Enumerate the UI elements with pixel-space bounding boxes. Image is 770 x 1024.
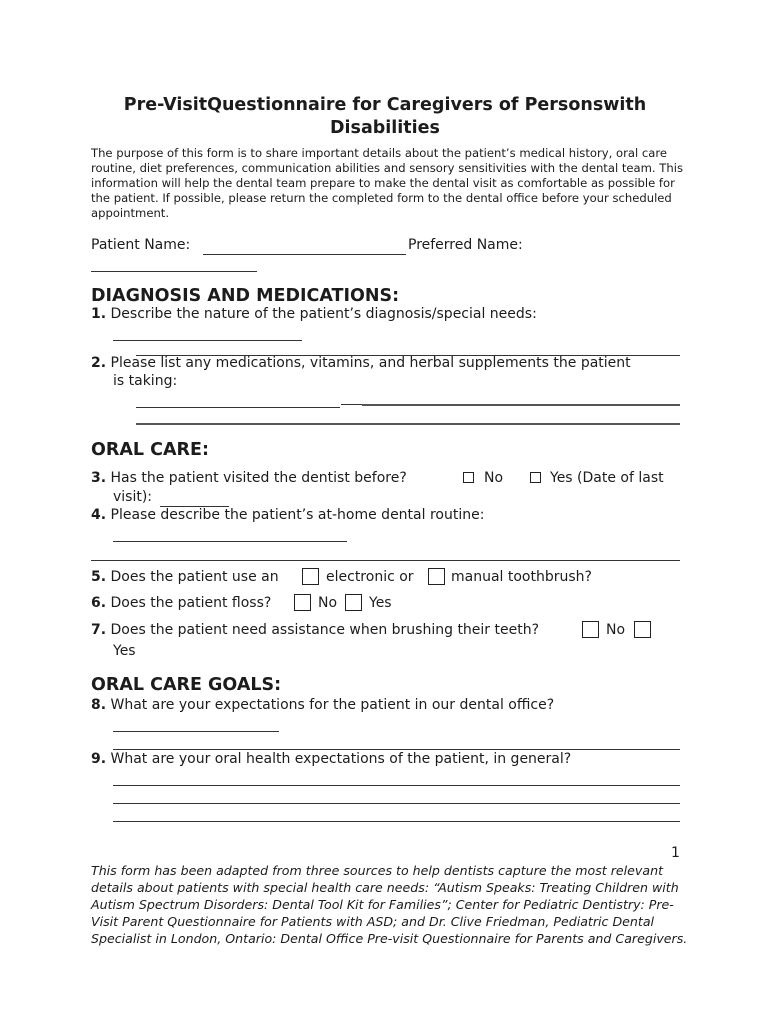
- question-3: [91, 470, 407, 486]
- preferred-name-field[interactable]: [91, 271, 257, 272]
- q7-no-label: No: [606, 622, 626, 638]
- answer-line-q8-a[interactable]: [113, 731, 279, 732]
- checkbox-q5-electronic[interactable]: [302, 568, 319, 585]
- question-text: Describe the nature of the patient’s diagnosis/special needs:: [110, 306, 537, 322]
- question-text: What are your expectations for the patient in our dental office?: [110, 697, 555, 713]
- question-number: 8.: [91, 697, 107, 713]
- checkbox-q3-no[interactable]: [463, 472, 474, 483]
- intro-paragraph: The purpose of this form is to share important details about the patient’s medical history, oral care routine, diet preferences, communication abilities and sensory sensitivities with the dental team. This information will help the dental team prepare to make the dental visit as comfortable as possible for the patient. If possible, please return the completed form to the dental office before your scheduled appointment.: [91, 146, 683, 220]
- q7-yes-label: Yes: [113, 643, 136, 659]
- checkbox-q7-yes[interactable]: [634, 621, 651, 638]
- question-2-continued: is taking:: [113, 373, 178, 389]
- q5-electronic-label: electronic or: [326, 569, 414, 585]
- question-text: Has the patient visited the dentist before?: [110, 470, 407, 486]
- question-number: 1.: [91, 306, 107, 322]
- checkbox-q5-manual[interactable]: [428, 568, 445, 585]
- answer-line-q8-b[interactable]: [113, 749, 680, 750]
- question-2: [91, 355, 631, 371]
- question-5: [91, 569, 279, 585]
- question-6: [91, 595, 271, 611]
- question-4: [91, 507, 484, 523]
- preferred-name-label: Preferred Name:: [408, 237, 523, 253]
- question-number: 6.: [91, 595, 107, 611]
- answer-line-q2-c[interactable]: [362, 404, 680, 406]
- page-number: 1: [671, 845, 680, 861]
- question-number: 9.: [91, 751, 107, 767]
- question-9: [91, 751, 571, 767]
- answer-line-q2-d[interactable]: [136, 423, 680, 425]
- answer-line-q9-c[interactable]: [113, 821, 680, 822]
- question-text: Does the patient need assistance when brushing their teeth?: [110, 622, 540, 638]
- footnote: This form has been adapted from three sources to help dentists capture the most relevant details about patients with special health care needs: “Autism Speaks: Treating Children with Autism Spectrum Disorders: Dental Tool Kit for Families”; Center for Pediatric Dentistry: Pre-Visit Parent Questionnaire for Patients with ASD; and Dr. Clive Friedman, Pediatric Dental Specialist in London, Ontario: Dental Office Pre-visit Questionnaire for Parents and Caregivers.: [91, 863, 688, 946]
- answer-line-q2-a[interactable]: [136, 407, 340, 408]
- q3-visit-label: visit):: [113, 489, 153, 505]
- patient-name-field[interactable]: [203, 254, 406, 255]
- question-8: [91, 697, 554, 713]
- answer-line-q9-b[interactable]: [113, 803, 680, 804]
- checkbox-q6-yes[interactable]: [345, 594, 362, 611]
- answer-line-q2-b[interactable]: [341, 404, 362, 405]
- q3-no-label: No: [484, 470, 504, 486]
- question-text: What are your oral health expectations of the patient, in general?: [110, 751, 572, 767]
- answer-line-q9-a[interactable]: [113, 785, 680, 786]
- question-number: 5.: [91, 569, 107, 585]
- q3-yes-label: Yes (Date of last: [550, 470, 664, 486]
- question-1: [91, 306, 537, 322]
- form-title: Pre-VisitQuestionnaire for Caregivers of Personswith Disabilities: [123, 95, 647, 138]
- question-number: 2.: [91, 355, 107, 371]
- q6-no-label: No: [318, 595, 338, 611]
- question-text: Does the patient floss?: [110, 595, 272, 611]
- question-number: 4.: [91, 507, 107, 523]
- checkbox-q7-no[interactable]: [582, 621, 599, 638]
- q5-manual-label: manual toothbrush?: [451, 569, 592, 585]
- q6-yes-label: Yes: [369, 595, 392, 611]
- answer-line-q4-b[interactable]: [91, 560, 680, 561]
- checkbox-q6-no[interactable]: [294, 594, 311, 611]
- section-heading-goals: ORAL CARE GOALS:: [91, 675, 282, 695]
- patient-name-label: Patient Name:: [91, 237, 191, 253]
- answer-line-q1[interactable]: [113, 340, 302, 341]
- question-text: Please list any medications, vitamins, and herbal supplements the patient: [110, 355, 631, 371]
- question-text: Does the patient use an: [110, 569, 279, 585]
- section-heading-diagnosis: DIAGNOSIS AND MEDICATIONS:: [91, 286, 400, 306]
- question-number: 3.: [91, 470, 107, 486]
- section-heading-oral-care: ORAL CARE:: [91, 440, 209, 460]
- question-7: [91, 622, 539, 638]
- question-number: 7.: [91, 622, 107, 638]
- question-text: Please describe the patient’s at-home dental routine:: [110, 507, 485, 523]
- checkbox-q3-yes[interactable]: [530, 472, 541, 483]
- answer-line-q4-a[interactable]: [113, 541, 347, 542]
